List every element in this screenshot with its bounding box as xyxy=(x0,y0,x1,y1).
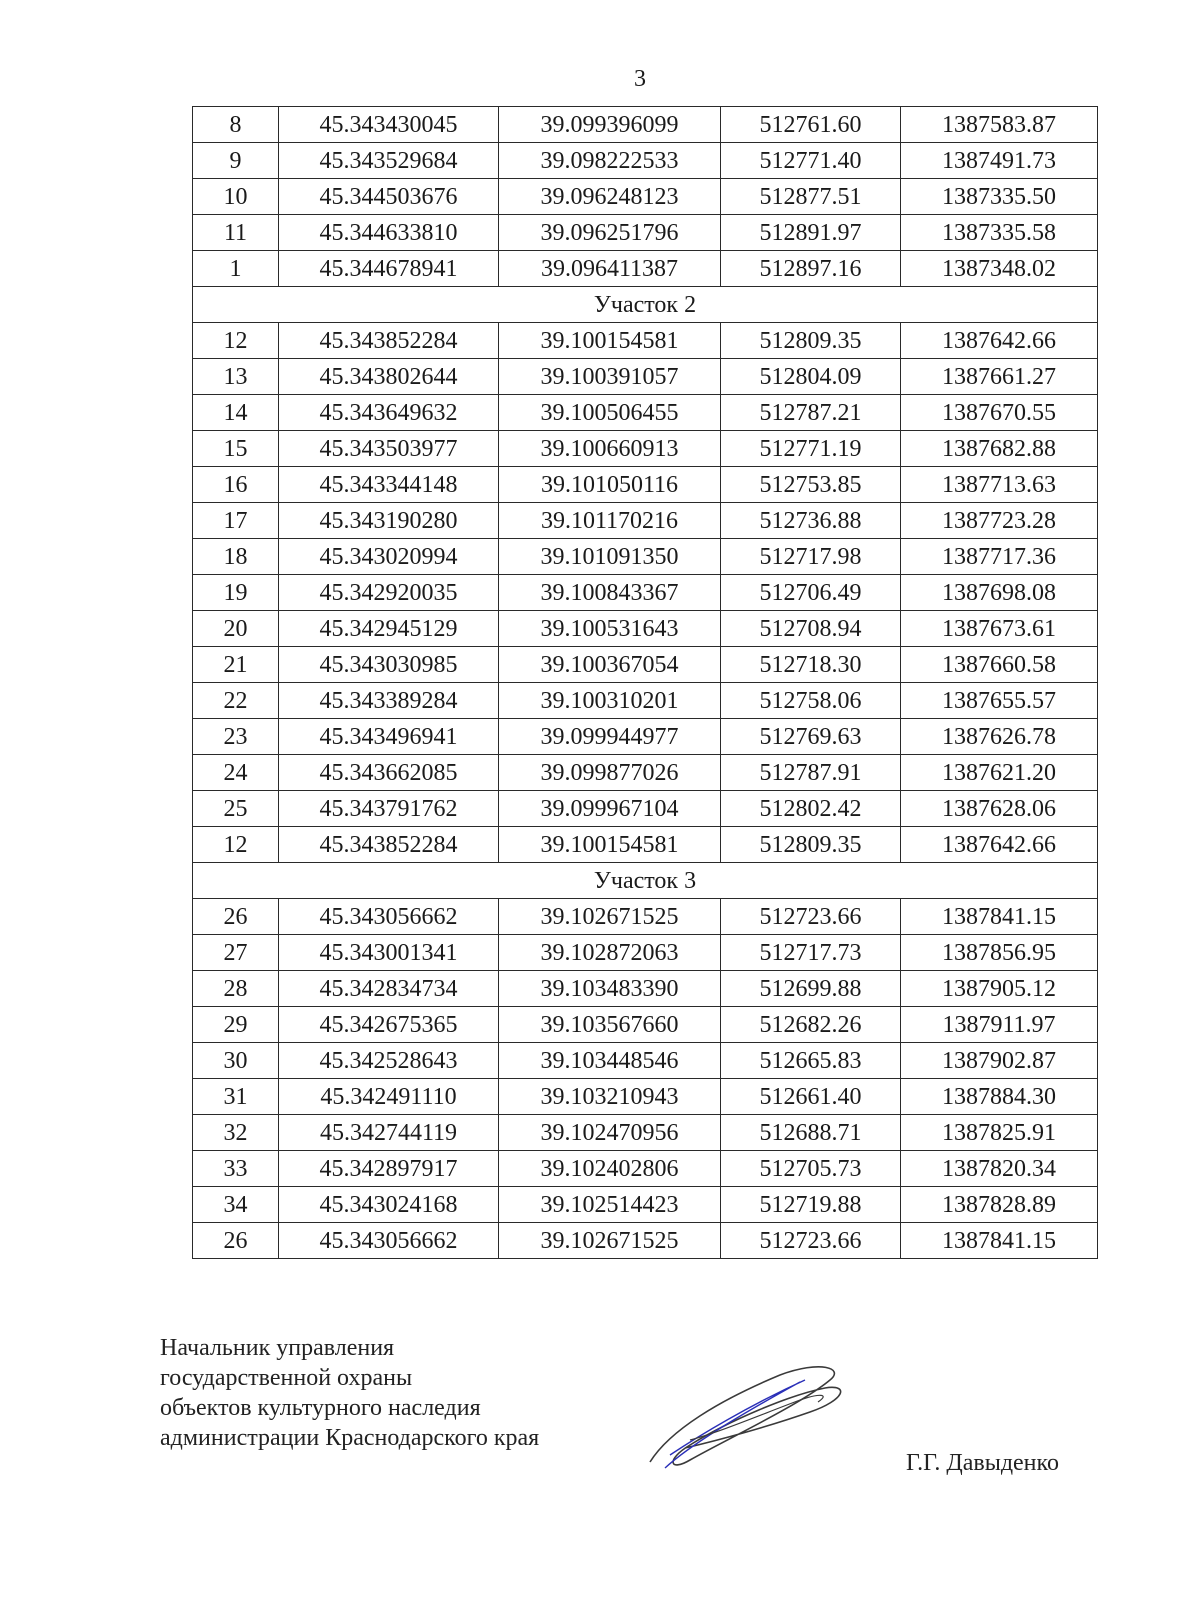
y-coordinate-cell: 1387905.12 xyxy=(901,971,1098,1007)
table-row xyxy=(193,107,1098,143)
longitude-cell: 39.099877026 xyxy=(499,755,721,791)
point-number-cell: 19 xyxy=(193,575,279,611)
point-number-cell: 21 xyxy=(193,647,279,683)
position-line: администрации Краснодарского края xyxy=(160,1425,540,1451)
longitude-cell: 39.101170216 xyxy=(499,503,721,539)
y-coordinate-cell: 1387335.58 xyxy=(901,215,1098,251)
latitude-cell: 45.343389284 xyxy=(279,683,499,719)
coordinates-table-body xyxy=(193,107,1098,1259)
longitude-cell: 39.096411387 xyxy=(499,251,721,287)
latitude-cell: 45.343649632 xyxy=(279,395,499,431)
point-number-cell: 24 xyxy=(193,755,279,791)
point-number-cell: 12 xyxy=(193,827,279,863)
y-coordinate-cell: 1387583.87 xyxy=(901,107,1098,143)
latitude-cell: 45.343503977 xyxy=(279,431,499,467)
latitude-cell: 45.342920035 xyxy=(279,575,499,611)
point-number-cell: 14 xyxy=(193,395,279,431)
table-row xyxy=(193,1115,1098,1151)
signatory-position xyxy=(160,1333,539,1453)
y-coordinate-cell: 1387717.36 xyxy=(901,539,1098,575)
x-coordinate-cell: 512706.49 xyxy=(721,575,901,611)
position-line: объектов культурного наследия xyxy=(160,1395,481,1421)
longitude-cell: 39.102671525 xyxy=(499,1223,721,1259)
y-coordinate-cell: 1387621.20 xyxy=(901,755,1098,791)
x-coordinate-cell: 512891.97 xyxy=(721,215,901,251)
x-coordinate-cell: 512877.51 xyxy=(721,179,901,215)
longitude-cell: 39.100154581 xyxy=(499,827,721,863)
longitude-cell: 39.101050116 xyxy=(499,467,721,503)
longitude-cell: 39.100506455 xyxy=(499,395,721,431)
point-number-cell: 31 xyxy=(193,1079,279,1115)
x-coordinate-cell: 512719.88 xyxy=(721,1187,901,1223)
y-coordinate-cell: 1387856.95 xyxy=(901,935,1098,971)
latitude-cell: 45.342834734 xyxy=(279,971,499,1007)
table-row xyxy=(193,359,1098,395)
point-number-cell: 9 xyxy=(193,143,279,179)
x-coordinate-cell: 512723.66 xyxy=(721,899,901,935)
table-row xyxy=(193,1043,1098,1079)
section-label: Участок 3 xyxy=(193,863,1098,899)
table-row xyxy=(193,971,1098,1007)
x-coordinate-cell: 512897.16 xyxy=(721,251,901,287)
longitude-cell: 39.103567660 xyxy=(499,1007,721,1043)
latitude-cell: 45.344503676 xyxy=(279,179,499,215)
y-coordinate-cell: 1387902.87 xyxy=(901,1043,1098,1079)
longitude-cell: 39.102402806 xyxy=(499,1151,721,1187)
x-coordinate-cell: 512688.71 xyxy=(721,1115,901,1151)
latitude-cell: 45.344678941 xyxy=(279,251,499,287)
longitude-cell: 39.100310201 xyxy=(499,683,721,719)
latitude-cell: 45.343852284 xyxy=(279,827,499,863)
point-number-cell: 22 xyxy=(193,683,279,719)
y-coordinate-cell: 1387673.61 xyxy=(901,611,1098,647)
point-number-cell: 15 xyxy=(193,431,279,467)
x-coordinate-cell: 512723.66 xyxy=(721,1223,901,1259)
latitude-cell: 45.342897917 xyxy=(279,1151,499,1187)
table-row xyxy=(193,539,1098,575)
point-number-cell: 18 xyxy=(193,539,279,575)
table-row xyxy=(193,791,1098,827)
table-row xyxy=(193,899,1098,935)
longitude-cell: 39.100367054 xyxy=(499,647,721,683)
point-number-cell: 33 xyxy=(193,1151,279,1187)
longitude-cell: 39.100154581 xyxy=(499,323,721,359)
x-coordinate-cell: 512771.19 xyxy=(721,431,901,467)
table-row xyxy=(193,719,1098,755)
latitude-cell: 45.343430045 xyxy=(279,107,499,143)
y-coordinate-cell: 1387723.28 xyxy=(901,503,1098,539)
longitude-cell: 39.099396099 xyxy=(499,107,721,143)
signer-name: Г.Г. Давыденко xyxy=(906,1450,1059,1476)
table-row xyxy=(193,395,1098,431)
x-coordinate-cell: 512665.83 xyxy=(721,1043,901,1079)
y-coordinate-cell: 1387642.66 xyxy=(901,323,1098,359)
latitude-cell: 45.343024168 xyxy=(279,1187,499,1223)
x-coordinate-cell: 512787.91 xyxy=(721,755,901,791)
y-coordinate-cell: 1387655.57 xyxy=(901,683,1098,719)
section-header-row xyxy=(193,287,1098,323)
y-coordinate-cell: 1387713.63 xyxy=(901,467,1098,503)
point-number-cell: 29 xyxy=(193,1007,279,1043)
table-row xyxy=(193,647,1098,683)
y-coordinate-cell: 1387348.02 xyxy=(901,251,1098,287)
y-coordinate-cell: 1387682.88 xyxy=(901,431,1098,467)
section-header-row xyxy=(193,863,1098,899)
x-coordinate-cell: 512708.94 xyxy=(721,611,901,647)
latitude-cell: 45.344633810 xyxy=(279,215,499,251)
latitude-cell: 45.342675365 xyxy=(279,1007,499,1043)
latitude-cell: 45.343190280 xyxy=(279,503,499,539)
point-number-cell: 26 xyxy=(193,1223,279,1259)
latitude-cell: 45.343529684 xyxy=(279,143,499,179)
x-coordinate-cell: 512761.60 xyxy=(721,107,901,143)
table-row xyxy=(193,935,1098,971)
x-coordinate-cell: 512771.40 xyxy=(721,143,901,179)
latitude-cell: 45.343802644 xyxy=(279,359,499,395)
point-number-cell: 34 xyxy=(193,1187,279,1223)
x-coordinate-cell: 512699.88 xyxy=(721,971,901,1007)
point-number-cell: 26 xyxy=(193,899,279,935)
y-coordinate-cell: 1387626.78 xyxy=(901,719,1098,755)
x-coordinate-cell: 512753.85 xyxy=(721,467,901,503)
table-row xyxy=(193,1079,1098,1115)
handwritten-signature xyxy=(630,1360,860,1480)
x-coordinate-cell: 512787.21 xyxy=(721,395,901,431)
y-coordinate-cell: 1387911.97 xyxy=(901,1007,1098,1043)
latitude-cell: 45.343056662 xyxy=(279,899,499,935)
y-coordinate-cell: 1387884.30 xyxy=(901,1079,1098,1115)
latitude-cell: 45.343496941 xyxy=(279,719,499,755)
latitude-cell: 45.342744119 xyxy=(279,1115,499,1151)
longitude-cell: 39.102872063 xyxy=(499,935,721,971)
y-coordinate-cell: 1387660.58 xyxy=(901,647,1098,683)
longitude-cell: 39.100660913 xyxy=(499,431,721,467)
page-number: 3 xyxy=(634,66,646,92)
latitude-cell: 45.343056662 xyxy=(279,1223,499,1259)
point-number-cell: 12 xyxy=(193,323,279,359)
point-number-cell: 23 xyxy=(193,719,279,755)
table-row xyxy=(193,827,1098,863)
latitude-cell: 45.343030985 xyxy=(279,647,499,683)
y-coordinate-cell: 1387820.34 xyxy=(901,1151,1098,1187)
position-line: государственной охраны xyxy=(160,1365,413,1391)
point-number-cell: 16 xyxy=(193,467,279,503)
table-row xyxy=(193,1187,1098,1223)
latitude-cell: 45.342945129 xyxy=(279,611,499,647)
latitude-cell: 45.343662085 xyxy=(279,755,499,791)
latitude-cell: 45.342528643 xyxy=(279,1043,499,1079)
longitude-cell: 39.103483390 xyxy=(499,971,721,1007)
x-coordinate-cell: 512717.73 xyxy=(721,935,901,971)
point-number-cell: 17 xyxy=(193,503,279,539)
point-number-cell: 32 xyxy=(193,1115,279,1151)
y-coordinate-cell: 1387642.66 xyxy=(901,827,1098,863)
longitude-cell: 39.100531643 xyxy=(499,611,721,647)
x-coordinate-cell: 512736.88 xyxy=(721,503,901,539)
point-number-cell: 11 xyxy=(193,215,279,251)
longitude-cell: 39.102470956 xyxy=(499,1115,721,1151)
y-coordinate-cell: 1387841.15 xyxy=(901,899,1098,935)
table-row xyxy=(193,575,1098,611)
table-row xyxy=(193,611,1098,647)
section-label: Участок 2 xyxy=(193,287,1098,323)
table-row xyxy=(193,1223,1098,1259)
longitude-cell: 39.102671525 xyxy=(499,899,721,935)
latitude-cell: 45.343344148 xyxy=(279,467,499,503)
x-coordinate-cell: 512758.06 xyxy=(721,683,901,719)
y-coordinate-cell: 1387828.89 xyxy=(901,1187,1098,1223)
x-coordinate-cell: 512802.42 xyxy=(721,791,901,827)
latitude-cell: 45.342491110 xyxy=(279,1079,499,1115)
longitude-cell: 39.101091350 xyxy=(499,539,721,575)
point-number-cell: 10 xyxy=(193,179,279,215)
point-number-cell: 27 xyxy=(193,935,279,971)
table-row xyxy=(193,683,1098,719)
longitude-cell: 39.100843367 xyxy=(499,575,721,611)
x-coordinate-cell: 512682.26 xyxy=(721,1007,901,1043)
y-coordinate-cell: 1387335.50 xyxy=(901,179,1098,215)
position-line: Начальник управления xyxy=(160,1335,395,1361)
table-row xyxy=(193,179,1098,215)
table-row xyxy=(193,215,1098,251)
point-number-cell: 30 xyxy=(193,1043,279,1079)
table-row xyxy=(193,1007,1098,1043)
longitude-cell: 39.099967104 xyxy=(499,791,721,827)
latitude-cell: 45.343020994 xyxy=(279,539,499,575)
point-number-cell: 20 xyxy=(193,611,279,647)
x-coordinate-cell: 512809.35 xyxy=(721,323,901,359)
coordinates-table xyxy=(192,106,1098,1259)
longitude-cell: 39.103448546 xyxy=(499,1043,721,1079)
table-row xyxy=(193,251,1098,287)
y-coordinate-cell: 1387628.06 xyxy=(901,791,1098,827)
point-number-cell: 8 xyxy=(193,107,279,143)
longitude-cell: 39.102514423 xyxy=(499,1187,721,1223)
table-row xyxy=(193,1151,1098,1187)
y-coordinate-cell: 1387661.27 xyxy=(901,359,1098,395)
y-coordinate-cell: 1387841.15 xyxy=(901,1223,1098,1259)
latitude-cell: 45.343852284 xyxy=(279,323,499,359)
longitude-cell: 39.096248123 xyxy=(499,179,721,215)
y-coordinate-cell: 1387670.55 xyxy=(901,395,1098,431)
latitude-cell: 45.343791762 xyxy=(279,791,499,827)
longitude-cell: 39.096251796 xyxy=(499,215,721,251)
table-row xyxy=(193,431,1098,467)
x-coordinate-cell: 512809.35 xyxy=(721,827,901,863)
y-coordinate-cell: 1387698.08 xyxy=(901,575,1098,611)
table-row xyxy=(193,467,1098,503)
x-coordinate-cell: 512769.63 xyxy=(721,719,901,755)
y-coordinate-cell: 1387825.91 xyxy=(901,1115,1098,1151)
table-row xyxy=(193,755,1098,791)
point-number-cell: 1 xyxy=(193,251,279,287)
longitude-cell: 39.100391057 xyxy=(499,359,721,395)
longitude-cell: 39.103210943 xyxy=(499,1079,721,1115)
longitude-cell: 39.099944977 xyxy=(499,719,721,755)
y-coordinate-cell: 1387491.73 xyxy=(901,143,1098,179)
point-number-cell: 25 xyxy=(193,791,279,827)
x-coordinate-cell: 512804.09 xyxy=(721,359,901,395)
point-number-cell: 13 xyxy=(193,359,279,395)
table-row xyxy=(193,323,1098,359)
longitude-cell: 39.098222533 xyxy=(499,143,721,179)
table-row xyxy=(193,143,1098,179)
latitude-cell: 45.343001341 xyxy=(279,935,499,971)
point-number-cell: 28 xyxy=(193,971,279,1007)
table-row xyxy=(193,503,1098,539)
x-coordinate-cell: 512718.30 xyxy=(721,647,901,683)
x-coordinate-cell: 512717.98 xyxy=(721,539,901,575)
x-coordinate-cell: 512661.40 xyxy=(721,1079,901,1115)
x-coordinate-cell: 512705.73 xyxy=(721,1151,901,1187)
